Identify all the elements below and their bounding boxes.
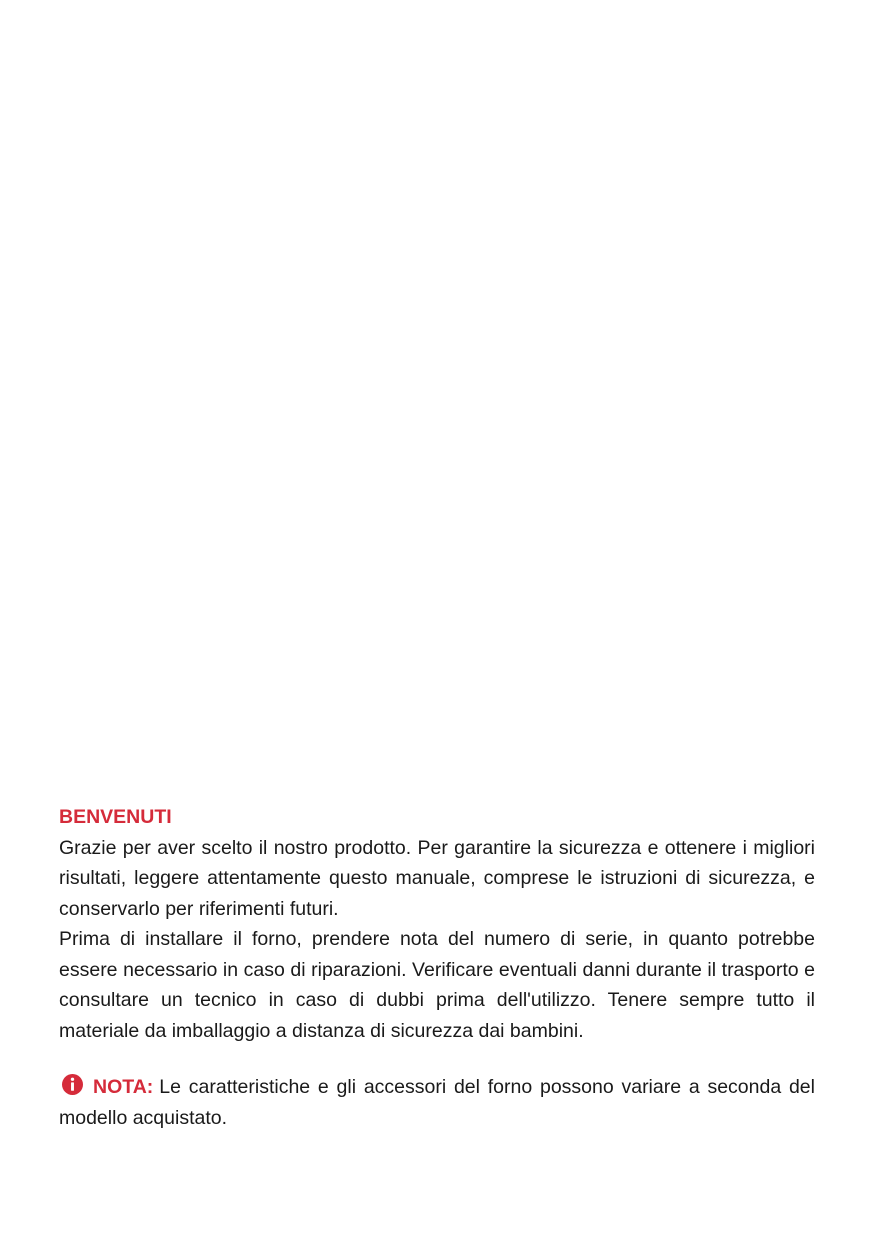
welcome-section: [59, 802, 815, 1133]
intro-paragraph: Grazie per aver scelto il nostro prodotto. Per garantire la sicurezza e ottenere i migliori risultati, leggere attentamente questo manuale, comprese le istruzioni di sicurezza, e conservarlo per riferimenti futuri.: [59, 836, 815, 920]
note-label: NOTA:: [93, 1076, 154, 1098]
info-icon: [62, 1074, 83, 1095]
note-block: [59, 1072, 815, 1133]
section-heading: BENVENUTI: [59, 806, 172, 828]
installation-paragraph: Prima di installare il forno, prendere nota del numero di serie, in quanto potrebbe essere necessario in caso di riparazioni. Verificare eventuali danni durante il trasporto e consultare un tecnico in caso di dubbi prima dell'utilizzo. Tenere sempre tutto il materiale da imballaggio a distanza di sicurezza dai bambini.: [59, 928, 815, 1042]
note-text: Le caratteristiche e gli accessori del forno possono variare a seconda del modello acquistato.: [59, 1076, 815, 1129]
